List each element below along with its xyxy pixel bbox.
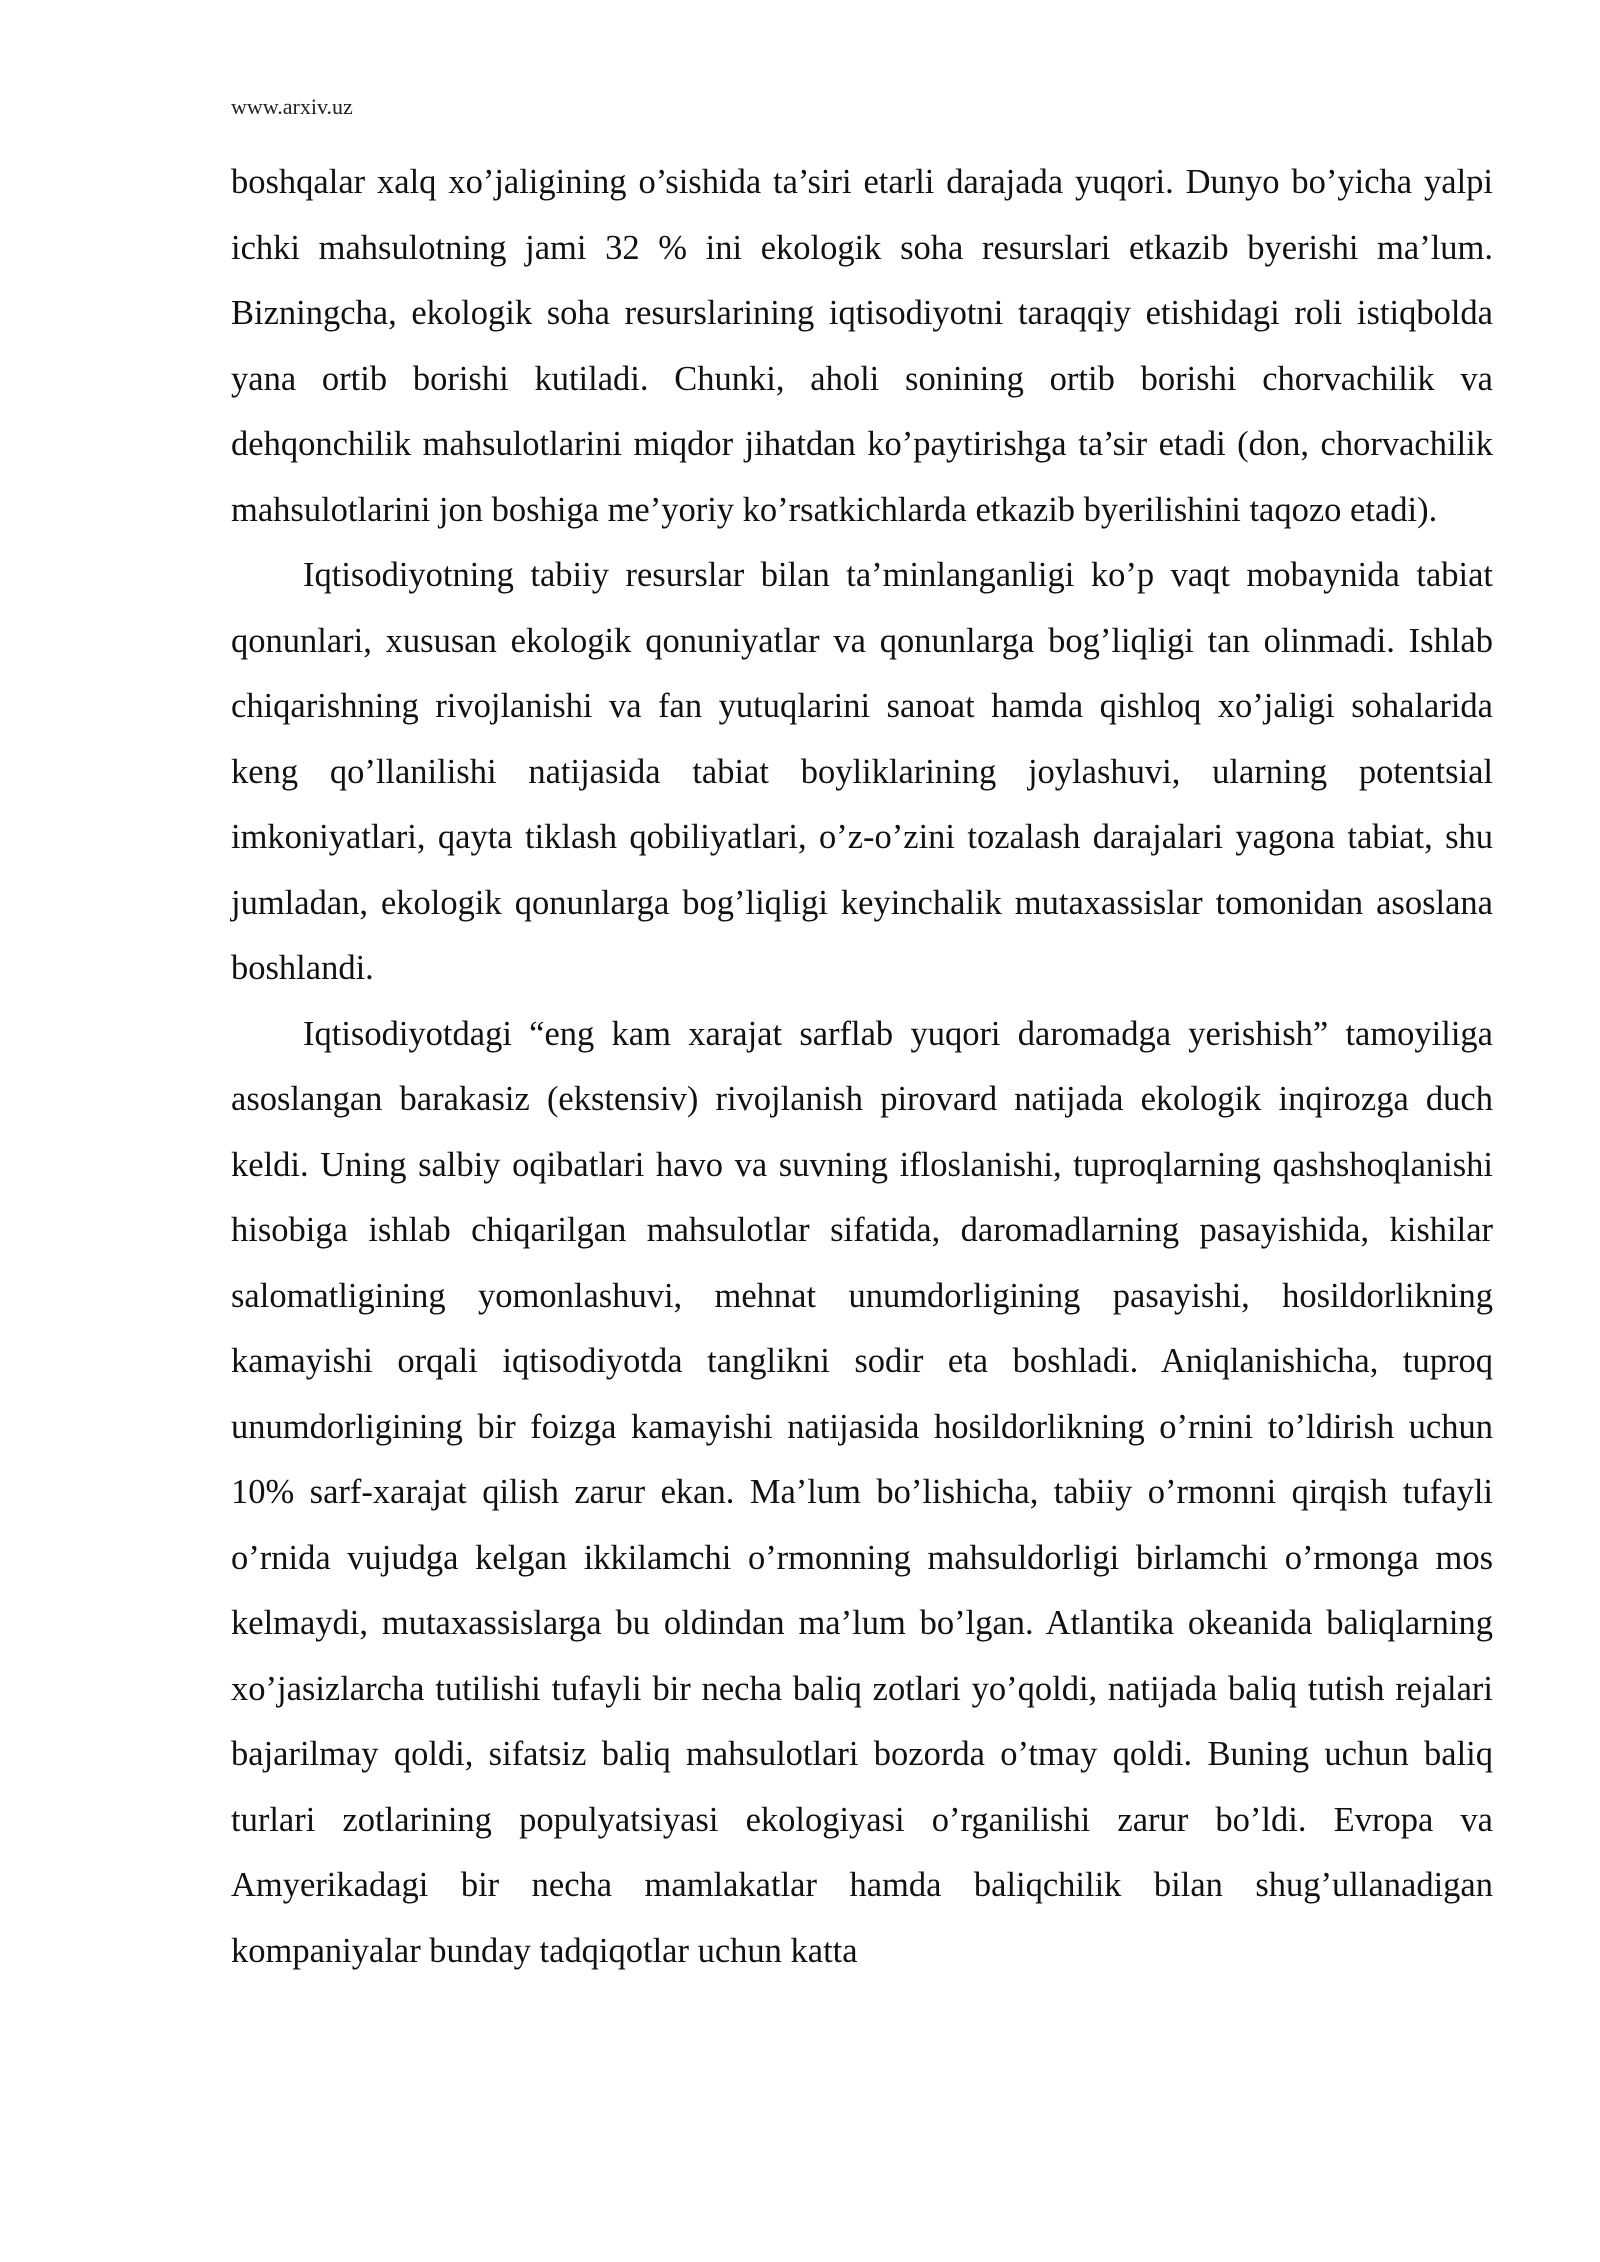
document-body: [231, 150, 1493, 1984]
paragraph-2: Iqtisodiyotning tabiiy resurslar bilan ta’minlanganligi ko’p vaqt mobaynida tabiat qonunlari, xususan ekologik qonuniyatlar va qonunlarga bog’liqligi tan olinmadi. Ishlab chiqarishning rivojlanishi va fan yutuqlarini sanoat hamda qishloq xo’jaligi sohalarida keng qo’llanilishi natijasida tabiat boyliklarining joylashuvi, ularning potentsial imkoniyatlari, qayta tiklash qobiliyatlari, o’z-o’zini tozalash darajalari yagona tabiat, shu jumladan, ekologik qonunlarga bog’liqligi keyinchalik mutaxassislar tomonidan asoslana boshlandi.: [231, 556, 1493, 987]
paragraph-1: boshqalar xalq xo’jaligining o’sishida ta’siri etarli darajada yuqori. Dunyo bo’yicha yalpi ichki mahsulotning jami 32 % ini ekologik soha resurslari etkazib byerishi ma’lum. Bizningcha, ekologik soha resurslarining iqtisodiyotni taraqqiy etishidagi roli istiqbolda yana ortib borishi kutiladi. Chunki, aholi sonining ortib borishi chorvachilik va dehqonchilik mahsulotlarini miqdor jihatdan ko’paytirishga ta’sir etadi (don, chorvachilik mahsulotlarini jon boshiga me’yoriy ko’rsatkichlarda etkazib byerilishini taqozo etadi).: [231, 163, 1493, 529]
paragraph-3: Iqtisodiyotdagi “eng kam xarajat sarflab yuqori daromadga yerishish” tamoyiliga asoslangan barakasiz (ekstensiv) rivojlanish pirovard natijada ekologik inqirozga duch keldi. Uning salbiy oqibatlari havo va suvning ifloslanishi, tuproqlarning qashshoqlanishi hisobiga ishlab chiqarilgan mahsulotlar sifatida, daromadlarning pasayishida, kishilar salomatligining yomonlashuvi, mehnat unumdorligining pasayishi, hosildorlikning kamayishi orqali iqtisodiyotda tanglikni sodir eta boshladi. Aniqlanishicha, tuproq unumdorligining bir foizga kamayishi natijasida hosildorlikning o’rnini to’ldirish uchun 10% sarf-xarajat qilish zarur ekan. Ma’lum bo’lishicha, tabiiy o’rmonni qirqish tufayli o’rnida vujudga kelgan ikkilamchi o’rmonning mahsuldorligi birlamchi o’rmonga mos kelmaydi, mutaxassislarga bu oldindan ma’lum bo’lgan. Atlantika okeanida baliqlarning xo’jasizlarcha tutilishi tufayli bir necha baliq zotlari yo’qoldi, natijada baliq tutish rejalari bajarilmay qoldi, sifatsiz baliq mahsulotlari bozorda o’tmay qoldi. Buning uchun baliq turlari zotlarining populyatsiyasi ekologiyasi o’rganilishi zarur bo’ldi. Evropa va Amyerikadagi bir necha mamlakatlar hamda baliqchilik bilan shug’ullanadigan kompaniyalar bunday tadqiqotlar uchun katta: [231, 1014, 1493, 1970]
header-url: www.arxiv.uz: [231, 94, 353, 119]
